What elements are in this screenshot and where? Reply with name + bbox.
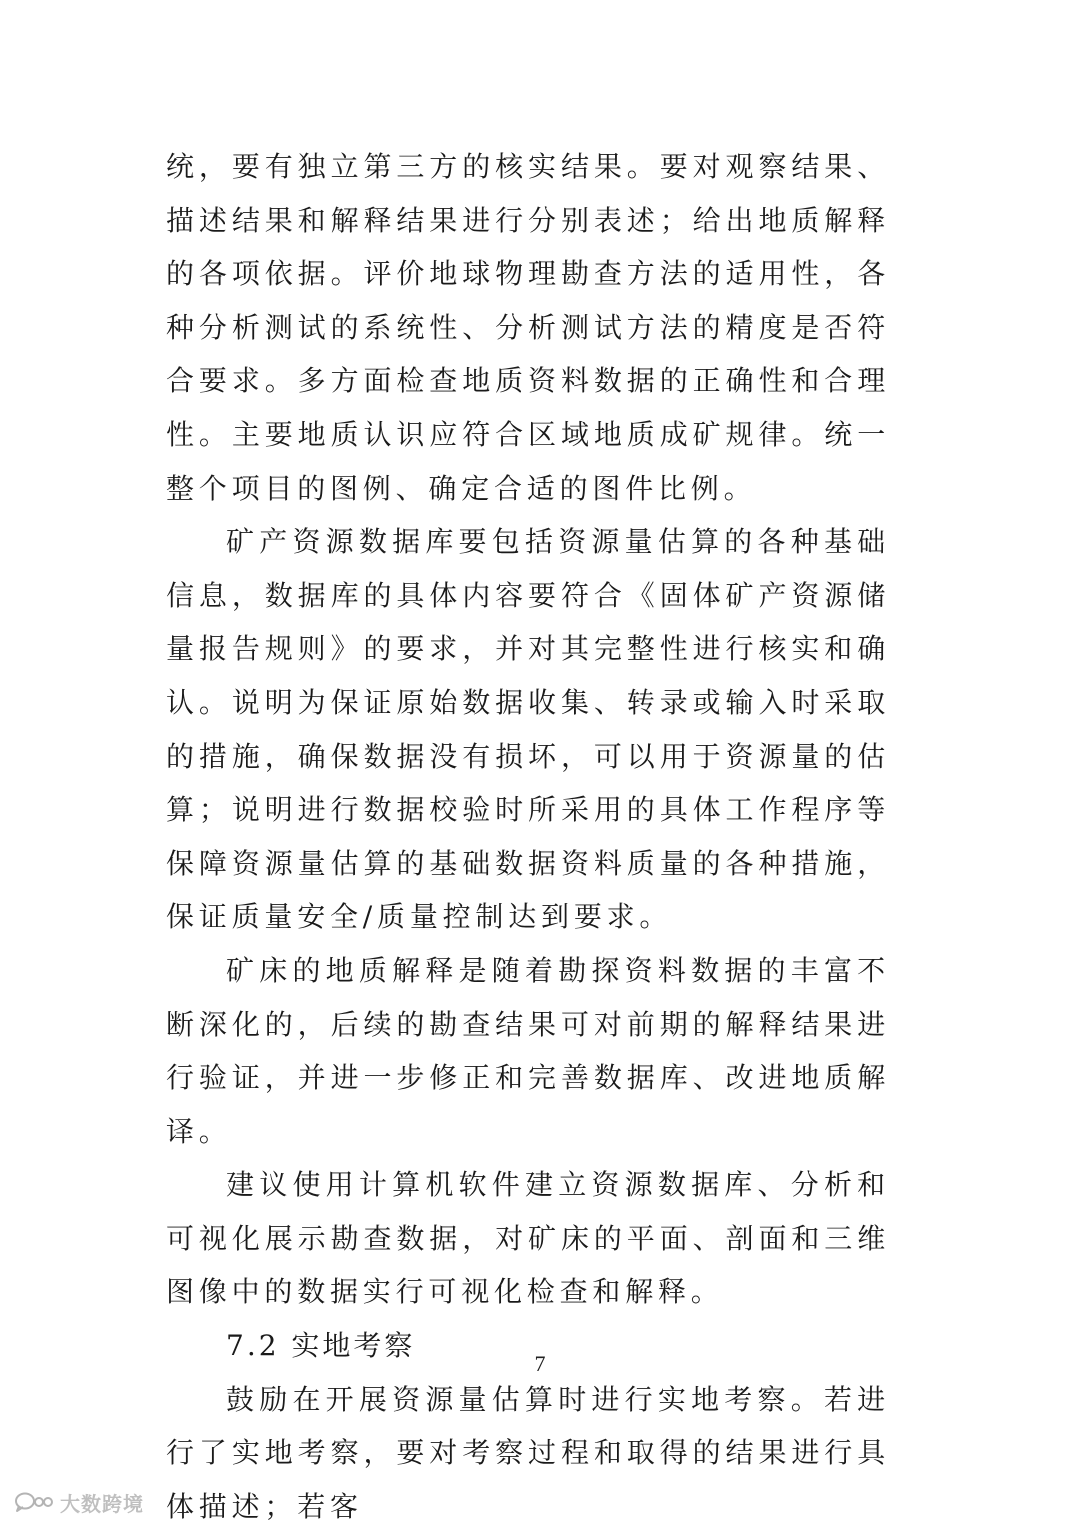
section-heading: 7.2 实地考察 bbox=[226, 1329, 416, 1363]
paragraph-2: 矿产资源数据库要包括资源量估算的各种基础信息，数据库的具体内容要符合《固体矿产资源储量报告规则》的要求，并对其完整性进行核实和确认。说明为保证原始数据收集、转录或输入时采取的措施，确保数据没有损坏，可以用于资源量的估算；说明进行数据校验时所采用的具体工作程序等保障资源量估算的基础数据资料质量的各种措施，保证质量安全/质量控制达到要求。 bbox=[166, 525, 890, 934]
paragraph-4: 建议使用计算机软件建立资源数据库、分析和可视化展示勘查数据，对矿床的平面、剖面和三维图像中的数据实行可视化检查和解释。 bbox=[166, 1168, 890, 1309]
page-number: 7 bbox=[534, 1351, 546, 1376]
paragraph-1: 统，要有独立第三方的核实结果。要对观察结果、描述结果和解释结果进行分别表述；给出地质解释的各项依据。评价地球物理勘查方法的适用性，各种分析测试的系统性、分析测试方法的精度是否符合要求。多方面检查地质资料数据的正确性和合理性。主要地质认识应符合区域地质成矿规律。统一整个项目的图例、确定合适的图件比例。 bbox=[166, 150, 890, 505]
watermark bbox=[14, 1488, 144, 1516]
paragraph-5: 鼓励在开展资源量估算时进行实地考察。若进行了实地考察，要对考察过程和取得的结果进行具体描述；若客 bbox=[166, 1382, 890, 1523]
chat-bubble-logo-icon bbox=[14, 1491, 54, 1513]
paragraph-3: 矿床的地质解释是随着勘探资料数据的丰富不断深化的，后续的勘查结果可对前期的解释结果进行验证，并进一步修正和完善数据库、改进地质解译。 bbox=[166, 953, 890, 1148]
document-body bbox=[166, 140, 890, 1533]
watermark-text: 大数跨境 bbox=[60, 1491, 144, 1516]
